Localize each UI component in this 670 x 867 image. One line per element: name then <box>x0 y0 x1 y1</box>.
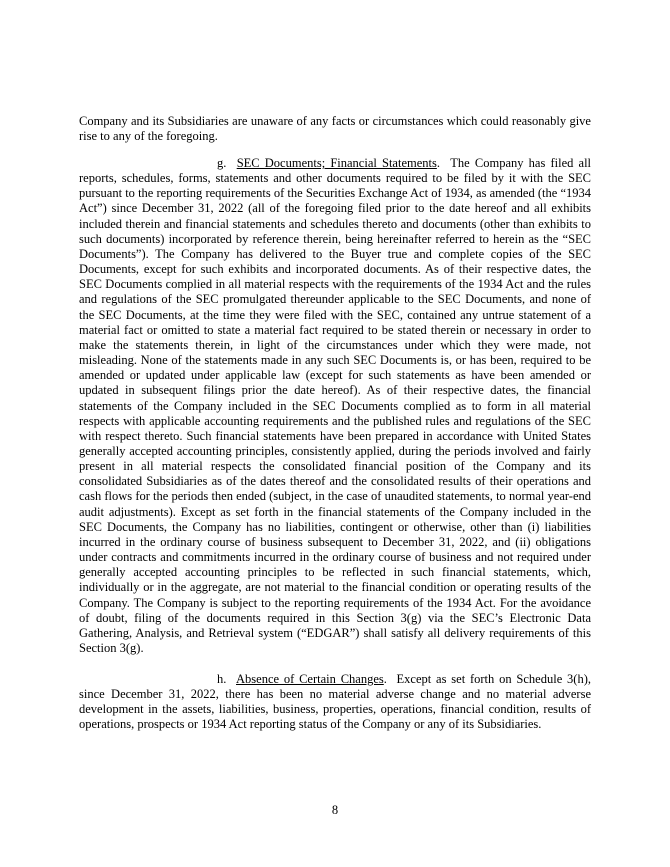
paragraph-text: Company and its Subsidiaries are unaware of any facts or circumstances which could reasonably give rise to any of the foregoing. <box>79 114 591 144</box>
page-number: 8 <box>331 803 339 817</box>
section-heading: SEC Documents; Financial Statements <box>236 156 437 170</box>
paragraph-text: The Company has filed all reports, schedules, forms, statements and other documents required to be filed by it with the SEC pursuant to the reporting requirements of the Securities Exchange Act of 1934, as amended (the “1934 Act”) since December 31, 2022 (all of the foregoing filed prior to the date hereof and all exhibits included therein and financial statements and schedules thereto and documents (other than exhibits to such documents) incorporated by reference therein, being hereinafter referred to herein as the “SEC Documents”). The Company has delivered to the Buyer true and complete copies of the SEC Documents, except for such exhibits and incorporated documents. As of their respective dates, the SEC Documents complied in all material respects with the requirements of the 1934 Act and the rules and regulations of the SEC promulgated thereunder applicable to the SEC Documents, and none of the SEC Documents, at the time they were filed with the SEC, contained any untrue statement of a material fact or omitted to state a material fact required to be stated therein or necessary in order to make the statements therein, in light of the circumstances under which they were made, not misleading. None of the statements made in any such SEC Documents is, or has been, required to be amended or updated under applicable law (except for such statements as have been amended or updated in subsequent filings prior the date hereof). As of their respective dates, the financial statements of the Company included in the SEC Documents complied as to form in all material respects with applicable accounting requirements and the published rules and regulations of the SEC with respect thereto. Such financial statements have been prepared in accordance with United States generally accepted accounting principles, consistently applied, during the periods involved and fairly present in all material respects the consolidated financial position of the Company and its consolidated Subsidiaries as of the dates thereof and the consolidated results of their operations and cash flows for the periods then ended (subject, in the case of unaudited statements, to normal year-end audit adjustments). Except as set forth in the financial statements of the Company included in the SEC Documents, the Company has no liabilities, contingent or otherwise, other than (i) liabilities incurred in the ordinary course of business subsequent to December 31, 2022, and (ii) obligations under contracts and commitments incurred in the ordinary course of business and not required under generally accepted accounting principles to be reflected in such financial statements, which, individually or in the aggregate, are not material to the financial condition or operating results of the Company. The Company is subject to the reporting requirements of the 1934 Act. For the avoidance of doubt, filing of the documents required in this Section 3(g) via the SEC’s Electronic Data Gathering, Analysis, and Retrieval system (“EDGAR”) shall satisfy all delivery requirements of this Section 3(g). <box>79 156 592 655</box>
section-h-paragraph: h. Absence of Certain Changes. Except as set forth on Schedule 3(h), since December 31, 2022, there has been no material adverse change and no material adverse development in the assets, liabilities, business, properties, operations, financial condition, results of operations, prospects or 1934 Act reporting status of the Company or any of its Subsidiaries. <box>79 672 592 732</box>
section-letter: h. <box>217 672 227 686</box>
paragraph-text: Except as set forth on Schedule 3(h), since December 31, 2022, there has been no material adverse change and no material adverse development in the assets, liabilities, business, properties, operations, financial condition, results of operations, prospects or 1934 Act reporting status of the Company or any of its Subsidiaries. <box>79 672 592 732</box>
section-heading: Absence of Certain Changes <box>236 672 384 686</box>
continuation-paragraph <box>79 114 591 144</box>
section-letter: g. <box>217 156 227 170</box>
section-g-paragraph: g. SEC Documents; Financial Statements. The Company has filed all reports, schedules, forms, statements and other documents required to be filed by it with the SEC pursuant to the reporting requirements of the Securities Exchange Act of 1934, as amended (the “1934 Act”) since December 31, 2022 (all of the foregoing filed prior to the date hereof and all exhibits included therein and financial statements and schedules thereto and documents (other than exhibits to such documents) incorporated by reference therein, being hereinafter referred to herein as the “SEC Documents”). The Company has delivered to the Buyer true and complete copies of the SEC Documents, except for such exhibits and incorporated documents. As of their respective dates, the SEC Documents complied in all material respects with the requirements of the 1934 Act and the rules and regulations of the SEC promulgated thereunder applicable to the SEC Documents, and none of the SEC Documents, at the time they were filed with the SEC, contained any untrue statement of a material fact or omitted to state a material fact required to be stated therein or necessary in order to make the statements therein, in light of the circumstances under which they were made, not misleading. None of the statements made in any such SEC Documents is, or has been, required to be amended or updated under applicable law (except for such statements as have been amended or updated in subsequent filings prior the date hereof). As of their respective dates, the financial statements of the Company included in the SEC Documents complied as to form in all material respects with applicable accounting requirements and the published rules and regulations of the SEC with respect thereto. Such financial statements have been prepared in accordance with United States generally accepted accounting principles, consistently applied, during the periods involved and fairly present in all material respects the consolidated financial position of the Company and its consolidated Subsidiaries as of the dates thereof and the consolidated results of their operations and cash flows for the periods then ended (subject, in the case of unaudited statements, to normal year-end audit adjustments). Except as set forth in the financial statements of the Company included in the SEC Documents, the Company has no liabilities, contingent or otherwise, other than (i) liabilities incurred in the ordinary course of business subsequent to December 31, 2022, and (ii) obligations under contracts and commitments incurred in the ordinary course of business and not required under generally accepted accounting principles to be reflected in such financial statements, which, individually or in the aggregate, are not material to the financial condition or operating results of the Company. The Company is subject to the reporting requirements of the 1934 Act. For the avoidance of doubt, filing of the documents required in this Section 3(g) via the SEC’s Electronic Data Gathering, Analysis, and Retrieval system (“EDGAR”) shall satisfy all delivery requirements of this Section 3(g). <box>79 156 592 655</box>
